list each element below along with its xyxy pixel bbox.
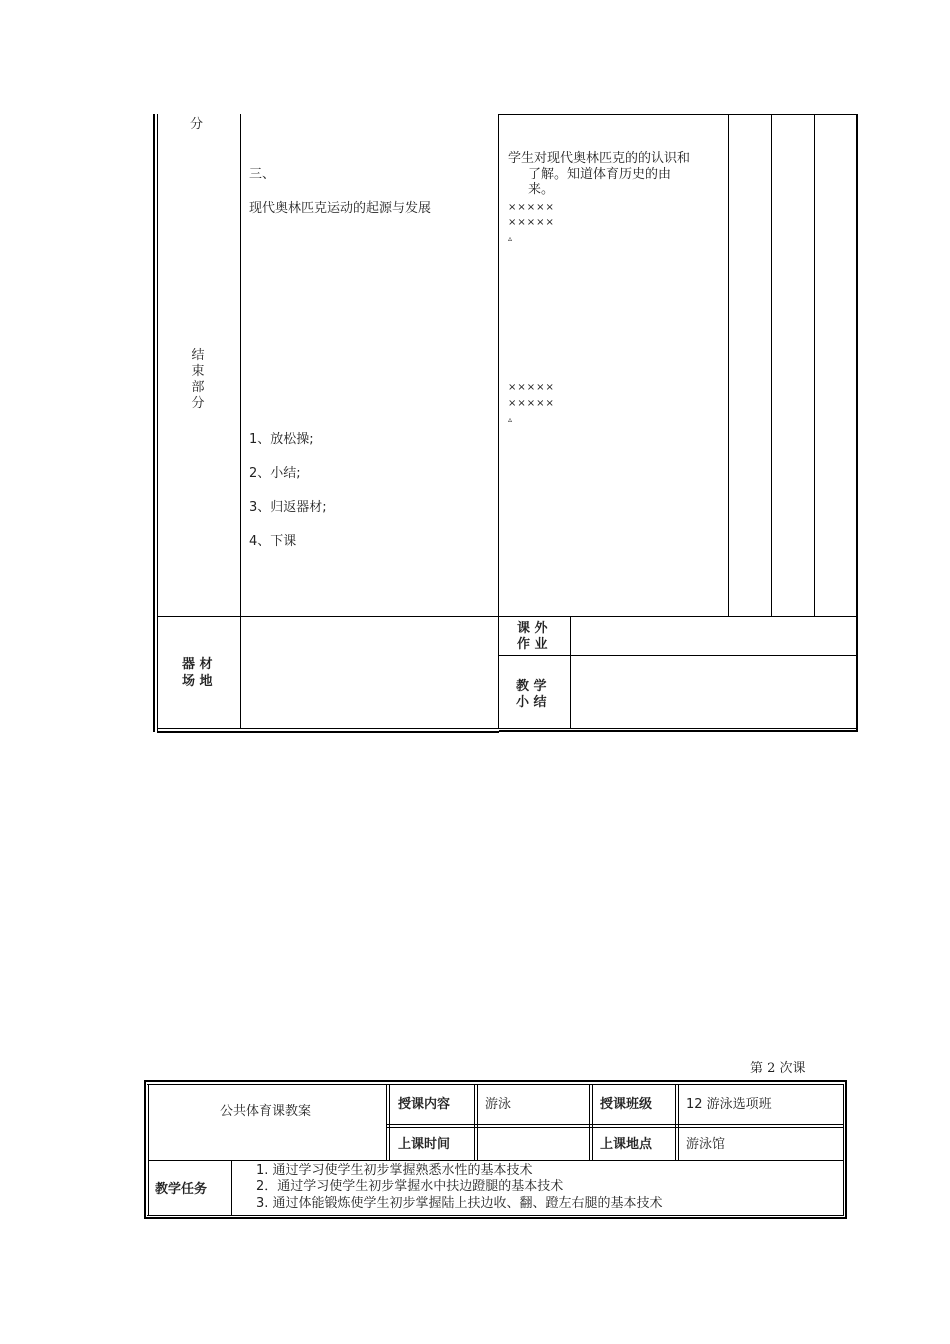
tasks-label: 教学任务 [155, 1182, 208, 1197]
homework-label: 课 外 [517, 621, 548, 636]
class-value: 12 游泳选项班 [686, 1097, 772, 1112]
lesson-number: 第 2 次课 [750, 1061, 806, 1076]
step-item: 4、下课 [249, 534, 297, 549]
organization-text: 学生对现代奥林匹克的的认识和 [508, 151, 691, 166]
content-value: 游泳 [485, 1097, 512, 1112]
homework-label: 作 业 [517, 637, 548, 652]
organization-text: 来。 [528, 182, 555, 197]
content-heading: 三、 [249, 167, 276, 182]
formation-row: ××××× [508, 217, 555, 228]
place-value: 游泳馆 [686, 1137, 726, 1152]
summary-label: 小 结 [516, 695, 547, 710]
teacher-mark: ▵ [508, 415, 514, 424]
formation-row: ××××× [508, 202, 555, 213]
content-label: 授课内容 [398, 1097, 451, 1112]
formation-row: ××××× [508, 398, 555, 409]
teacher-mark: ▵ [508, 234, 514, 243]
content-topic: 现代奥林匹克运动的起源与发展 [249, 201, 432, 216]
task-item: 1. 通过学习使学生初步掌握熟悉水性的基本技术 [256, 1163, 533, 1178]
place-label: 上课地点 [600, 1137, 653, 1152]
class-label: 授课班级 [600, 1097, 653, 1112]
plan-title: 公共体育课教案 [220, 1104, 312, 1119]
section-label-end: 结束部分 [191, 348, 205, 411]
step-item: 2、小结; [249, 466, 301, 481]
formation-row: ××××× [508, 382, 555, 393]
task-item: 3. 通过体能锻炼使学生初步掌握陆上扶边收、翻、蹬左右腿的基本技术 [256, 1196, 663, 1211]
equipment-label: 器 材 [182, 657, 213, 672]
equipment-label: 场 地 [182, 674, 213, 689]
step-item: 1、放松操; [249, 432, 314, 447]
summary-label: 教 学 [516, 679, 547, 694]
organization-text: 了解。知道体育历史的由 [528, 167, 672, 182]
time-label: 上课时间 [398, 1137, 451, 1152]
section-label-fragment: 分 [190, 117, 204, 132]
step-item: 3、归返器材; [249, 500, 327, 515]
task-item: 2．通过学习使学生初步掌握水中扶边蹬腿的基本技术 [256, 1179, 564, 1194]
